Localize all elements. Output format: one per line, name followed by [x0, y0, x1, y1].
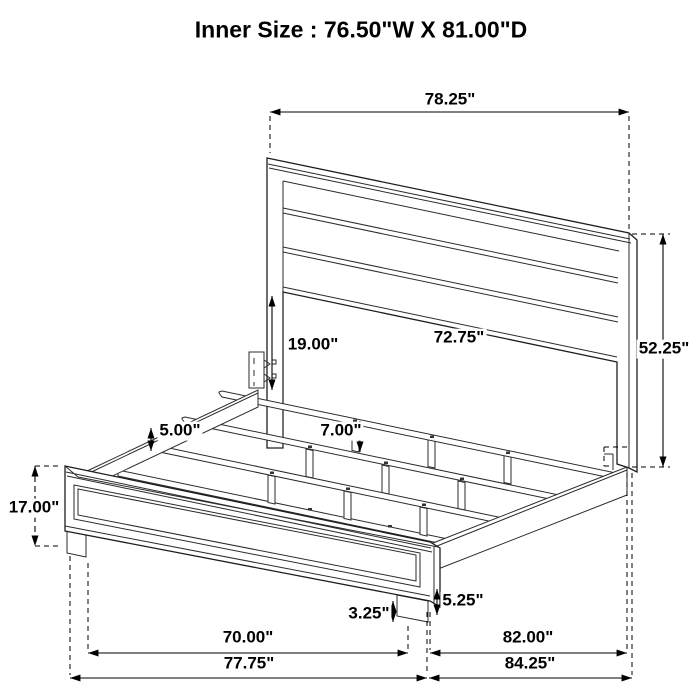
dimension-label-headboard-height: 52.25": [638, 338, 690, 358]
dimension-label-slat-leg-height: 7.00": [320, 420, 362, 440]
dimension-label-footboard-leg-height: 3.25": [348, 603, 390, 623]
dimension-label-inner-width: 72.75": [433, 327, 485, 347]
dimension-label-overall-width: 78.25": [424, 89, 476, 109]
dimension-label-slat-rail-gap: 5.00": [159, 420, 201, 440]
dimension-label-rail-floor-clearance: 5.25": [442, 590, 484, 610]
dimension-label-footboard-height: 17.00": [8, 497, 60, 517]
dimension-label-outer-length-front: 77.75": [223, 653, 275, 673]
diagram-title: Inner Size : 76.50"W X 81.00"D: [194, 16, 528, 43]
dimension-label-outer-length-side: 84.25": [504, 653, 556, 673]
dimension-label-headboard-clearance: 19.00": [287, 334, 339, 354]
dimension-label-inner-length-side: 82.00": [502, 627, 554, 647]
dimension-label-inner-length-front: 70.00": [222, 627, 274, 647]
headboard-drawing: [249, 158, 637, 472]
